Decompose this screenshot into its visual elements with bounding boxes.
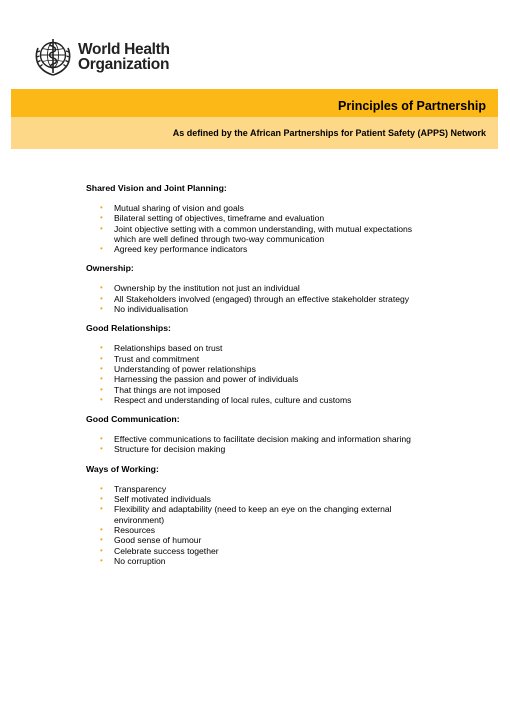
list-item <box>86 304 426 314</box>
list-item <box>86 385 426 395</box>
section-heading: Ownership: <box>86 263 134 274</box>
list-item <box>86 546 426 556</box>
bullet-list <box>86 434 426 455</box>
bullet-dot-icon: • <box>100 343 103 353</box>
list-item-text: Relationships based on trust <box>114 343 223 354</box>
bullet-dot-icon: • <box>100 504 103 514</box>
bullet-dot-icon: • <box>100 244 103 254</box>
list-item-text: Trust and commitment <box>114 353 200 364</box>
list-item-text: No individualisation <box>114 304 189 315</box>
bullet-dot-icon: • <box>100 545 103 555</box>
bullet-list <box>86 203 426 254</box>
bullet-dot-icon: • <box>100 444 103 454</box>
section-heading: Shared Vision and Joint Planning: <box>86 183 227 193</box>
list-item-text: Ownership by the institution not just an individual <box>114 283 300 294</box>
list-item-text: Mutual sharing of vision and goals <box>114 203 244 213</box>
list-item <box>86 444 426 454</box>
list-item <box>86 354 426 364</box>
list-item-text: That things are not imposed <box>114 384 221 395</box>
list-item-text: Agreed key performance indicators <box>114 244 248 255</box>
list-item-text: Resources <box>114 524 156 535</box>
bullet-dot-icon: • <box>100 555 103 565</box>
list-item <box>86 244 426 254</box>
logo-line2: Organization <box>78 56 170 73</box>
who-logo <box>32 36 170 78</box>
list-item <box>86 343 426 353</box>
list-item <box>86 213 426 223</box>
who-emblem-icon <box>32 36 74 78</box>
list-item <box>86 294 426 304</box>
list-item <box>86 364 426 374</box>
bullet-list <box>86 283 426 314</box>
list-item <box>86 395 426 405</box>
list-item-text: Harnessing the passion and power of individuals <box>114 374 299 385</box>
list-item-text: No corruption <box>114 555 166 566</box>
list-item-text: Celebrate success together <box>114 545 219 556</box>
list-item-text: All Stakeholders involved (engaged) through an effective stakeholder strategy <box>114 293 410 304</box>
list-item-text: Self motivated individuals <box>114 494 211 505</box>
bullet-dot-icon: • <box>100 283 103 293</box>
bullet-dot-icon: • <box>100 434 103 444</box>
bullet-dot-icon: • <box>100 384 103 394</box>
logo-wordmark <box>78 42 170 72</box>
list-item <box>86 494 426 504</box>
section-heading: Good Communication: <box>86 414 180 425</box>
bullet-dot-icon: • <box>100 374 103 384</box>
list-item-text: Respect and understanding of local rules, culture and customs <box>114 394 352 405</box>
bullet-dot-icon: • <box>100 353 103 363</box>
section-heading: Ways of Working: <box>86 463 159 474</box>
bullet-list <box>86 343 426 405</box>
bullet-dot-icon: • <box>100 483 103 493</box>
list-item <box>86 224 426 245</box>
list-item-text: Understanding of power relationships <box>114 363 256 374</box>
page-subtitle: As defined by the African Partnerships for Patient Safety (APPS) Network <box>172 128 486 138</box>
bullet-dot-icon: • <box>100 203 103 212</box>
list-item-text: Joint objective setting with a common understanding, with mutual expectations which are well defined through two-way communication <box>114 223 413 244</box>
list-item <box>86 556 426 566</box>
list-item <box>86 434 426 444</box>
list-item-text: Structure for decision making <box>114 444 226 455</box>
list-item-text: Transparency <box>114 483 167 494</box>
bullet-dot-icon: • <box>100 293 103 303</box>
list-item-text: Flexibility and adaptability (need to keep an eye on the changing external environment) <box>114 504 392 525</box>
principles-content <box>86 183 426 575</box>
bullet-list <box>86 484 426 566</box>
bullet-dot-icon: • <box>100 394 103 404</box>
bullet-dot-icon: • <box>100 524 103 534</box>
bullet-dot-icon: • <box>100 223 103 233</box>
list-item <box>86 374 426 384</box>
list-item-text: Bilateral setting of objectives, timeframe and evaluation <box>114 213 325 224</box>
bullet-dot-icon: • <box>100 535 103 545</box>
section-heading: Good Relationships: <box>86 323 171 334</box>
list-item-text: Effective communications to facilitate decision making and information sharing <box>114 434 411 445</box>
list-item <box>86 203 426 213</box>
list-item <box>86 525 426 535</box>
list-item-text: Good sense of humour <box>114 535 202 546</box>
page-title: Principles of Partnership <box>338 99 486 113</box>
logo-line1: World Health <box>78 41 170 58</box>
bullet-dot-icon: • <box>100 304 103 314</box>
list-item <box>86 283 426 293</box>
list-item <box>86 484 426 494</box>
list-item <box>86 535 426 545</box>
list-item <box>86 504 426 525</box>
bullet-dot-icon: • <box>100 213 103 223</box>
bullet-dot-icon: • <box>100 363 103 373</box>
bullet-dot-icon: • <box>100 494 103 504</box>
